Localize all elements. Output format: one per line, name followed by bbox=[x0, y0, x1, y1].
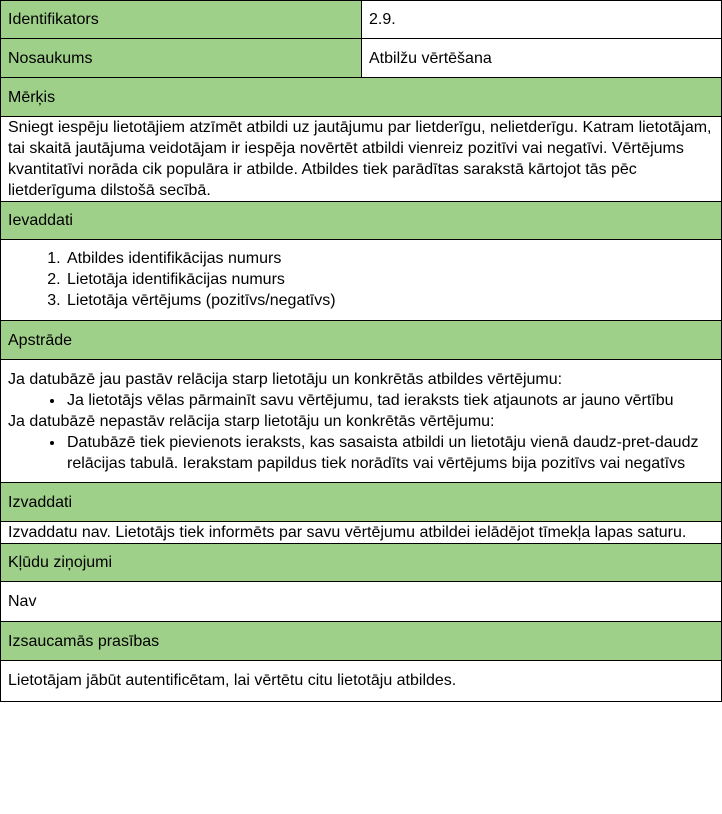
identifier-value: 2.9. bbox=[362, 1, 722, 39]
output-cell bbox=[1, 522, 722, 544]
output-paragraph: Izvaddatu nav. Lietotājs tiek informēts par savu vērtējumu atbildei ielādējot tīmekļa lapas saturu. bbox=[8, 524, 687, 541]
process-cell bbox=[1, 360, 722, 483]
goal-paragraph: Sniegt iespēju lietotājiem atzīmēt atbildi uz jautājumu par lietderīgu, nelietderīgu. Katram lietotājam, tai skaitā jautājuma veidotājam ir iespēja novērtēt atbildi vienreiz pozitīvi vai negatīvi. Vērtējums kvantitatīvi norāda cik populāra ir atbilde. Atbildes tiek parādītas sarakstā kārtojot tās pēc lietderīguma dilstošā secībā. bbox=[8, 119, 712, 199]
process-title: Apstrāde bbox=[1, 321, 722, 360]
process-header-row bbox=[1, 321, 722, 360]
errors-paragraph: Nav bbox=[8, 593, 37, 610]
list-item: 2. Lietotāja identifikācijas numurs bbox=[65, 269, 714, 290]
output-header-row bbox=[1, 483, 722, 522]
errors-body-row bbox=[1, 582, 722, 622]
calls-cell bbox=[1, 661, 722, 702]
input-list-cell bbox=[1, 240, 722, 321]
output-body-row bbox=[1, 522, 722, 544]
process-bullets-1 bbox=[8, 390, 714, 411]
name-row bbox=[1, 39, 722, 78]
input-body-row bbox=[1, 240, 722, 321]
input-list bbox=[8, 248, 714, 311]
process-paragraph-1: Ja datubāzē jau pastāv relācija starp lietotāju un konkrētās atbildes vērtējumu: bbox=[8, 371, 563, 388]
identifier-label: Identifikators bbox=[1, 1, 362, 39]
goal-title: Mērķis bbox=[1, 78, 722, 117]
calls-title: Izsaucamās prasības bbox=[1, 622, 722, 661]
list-item: 3. Lietotāja vērtējums (pozitīvs/negatīvs) bbox=[65, 290, 714, 311]
list-item: • Datubāzē tiek pievienots ieraksts, kas sasaista atbildi un lietotāju vienā daudz-pret-daudz relācijas tabulā. Ierakstam papildus tiek norādīts vai vērtējums bija pozitīvs vai negatīvs bbox=[65, 432, 714, 474]
calls-paragraph: Lietotājam jābūt autentificētam, lai vērtētu citu lietotāju atbildes. bbox=[8, 672, 457, 689]
errors-title: Kļūdu ziņojumi bbox=[1, 544, 722, 582]
identifier-row bbox=[1, 1, 722, 39]
output-title: Izvaddati bbox=[1, 483, 722, 522]
calls-body-row bbox=[1, 661, 722, 702]
errors-cell bbox=[1, 582, 722, 622]
errors-header-row bbox=[1, 544, 722, 582]
goal-body-row bbox=[1, 117, 722, 202]
goal-text bbox=[1, 117, 722, 202]
list-item: 1. Atbildes identifikācijas numurs bbox=[65, 248, 714, 269]
process-paragraph-2: Ja datubāzē nepastāv relācija starp lietotāju un konkrētās vērtējumu: bbox=[8, 413, 495, 430]
input-header-row bbox=[1, 202, 722, 240]
input-title: Ievaddati bbox=[1, 202, 722, 240]
process-bullets-2 bbox=[8, 432, 714, 474]
process-body-row bbox=[1, 360, 722, 483]
goal-header-row bbox=[1, 78, 722, 117]
calls-header-row bbox=[1, 622, 722, 661]
name-value: Atbilžu vērtēšana bbox=[362, 39, 722, 78]
list-item: • Ja lietotājs vēlas pārmainīt savu vērtējumu, tad ieraksts tiek atjaunots ar jauno vērtību bbox=[65, 390, 714, 411]
name-label: Nosaukums bbox=[1, 39, 362, 78]
